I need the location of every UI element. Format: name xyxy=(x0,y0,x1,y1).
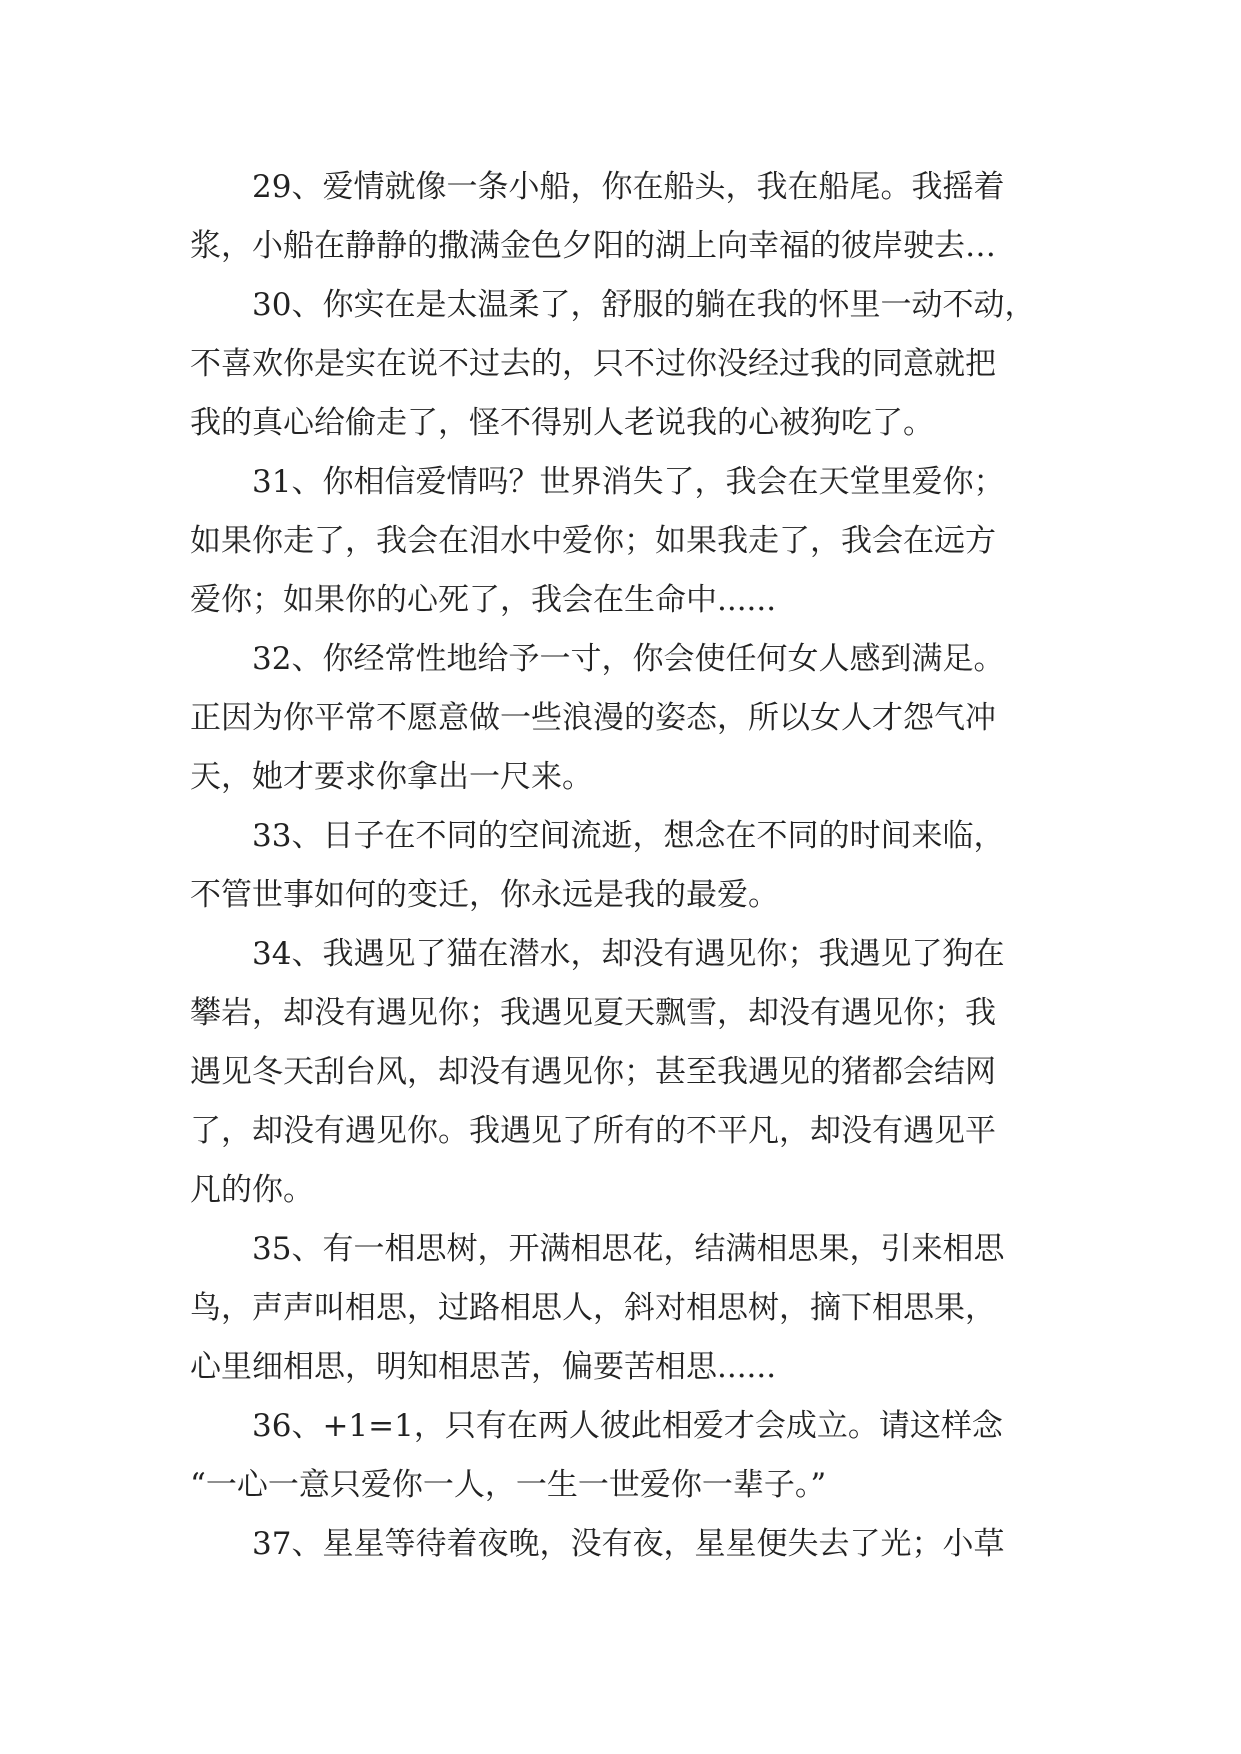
paragraph-32 xyxy=(190,630,1070,807)
text-line: 29、爱情就像一条小船，你在船头，我在船尾。我摇着 xyxy=(252,169,1005,205)
document-body xyxy=(190,158,1070,1574)
text-line: 爱你；如果你的心死了，我会在生命中...... xyxy=(190,582,777,618)
text-line: 不喜欢你是实在说不过去的，只不过你没经过我的同意就把 xyxy=(190,346,996,382)
text-line: 不管世事如何的变迁，你永远是我的最爱。 xyxy=(190,877,779,913)
text-line: 32、你经常性地给予一寸，你会使任何女人感到满足。 xyxy=(252,641,1005,677)
text-line: 心里细相思，明知相思苦，偏要苦相思...... xyxy=(190,1349,777,1385)
text-line: 33、日子在不同的空间流逝，想念在不同的时间来临， xyxy=(252,818,1005,854)
paragraph-30 xyxy=(190,276,1070,453)
paragraph-31 xyxy=(190,453,1070,630)
text-line: 37、星星等待着夜晚，没有夜，星星便失去了光；小草 xyxy=(252,1526,1005,1562)
text-line: 35、有一相思树，开满相思花，结满相思果，引来相思 xyxy=(252,1231,1005,1267)
text-line: 36、+1=1，只有在两人彼此相爱才会成立。请这样念 xyxy=(252,1408,1003,1444)
text-line: 了，却没有遇见你。我遇见了所有的不平凡，却没有遇见平 xyxy=(190,1113,996,1149)
text-line: 30、你实在是太温柔了，舒服的躺在我的怀里一动不动， xyxy=(252,287,1036,323)
text-line: 31、你相信爱情吗？世界消失了，我会在天堂里爱你； xyxy=(252,464,1005,500)
text-line: 我的真心给偷走了，怪不得别人老说我的心被狗吃了。 xyxy=(190,405,934,441)
paragraph-34 xyxy=(190,925,1070,1220)
text-line: 34、我遇见了猫在潜水，却没有遇见你；我遇见了狗在 xyxy=(252,936,1005,972)
paragraph-37 xyxy=(190,1515,1070,1574)
text-line: 攀岩，却没有遇见你；我遇见夏天飘雪，却没有遇见你；我 xyxy=(190,995,996,1031)
text-line: 凡的你。 xyxy=(190,1172,314,1208)
text-line: 天，她才要求你拿出一尺来。 xyxy=(190,759,593,795)
paragraph-33 xyxy=(190,807,1070,925)
paragraph-29 xyxy=(190,158,1070,276)
text-line: 鸟，声声叫相思，过路相思人，斜对相思树，摘下相思果， xyxy=(190,1290,996,1326)
paragraph-36 xyxy=(190,1397,1070,1515)
text-line: 浆，小船在静静的撒满金色夕阳的湖上向幸福的彼岸驶去… xyxy=(190,228,996,264)
text-line: 正因为你平常不愿意做一些浪漫的姿态，所以女人才怨气冲 xyxy=(190,700,996,736)
text-line: “一心一意只爱你一人，一生一世爱你一辈子。” xyxy=(190,1467,827,1503)
paragraph-35 xyxy=(190,1220,1070,1397)
text-line: 遇见冬天刮台风，却没有遇见你；甚至我遇见的猪都会结网 xyxy=(190,1054,996,1090)
text-line: 如果你走了，我会在泪水中爱你；如果我走了，我会在远方 xyxy=(190,523,996,559)
